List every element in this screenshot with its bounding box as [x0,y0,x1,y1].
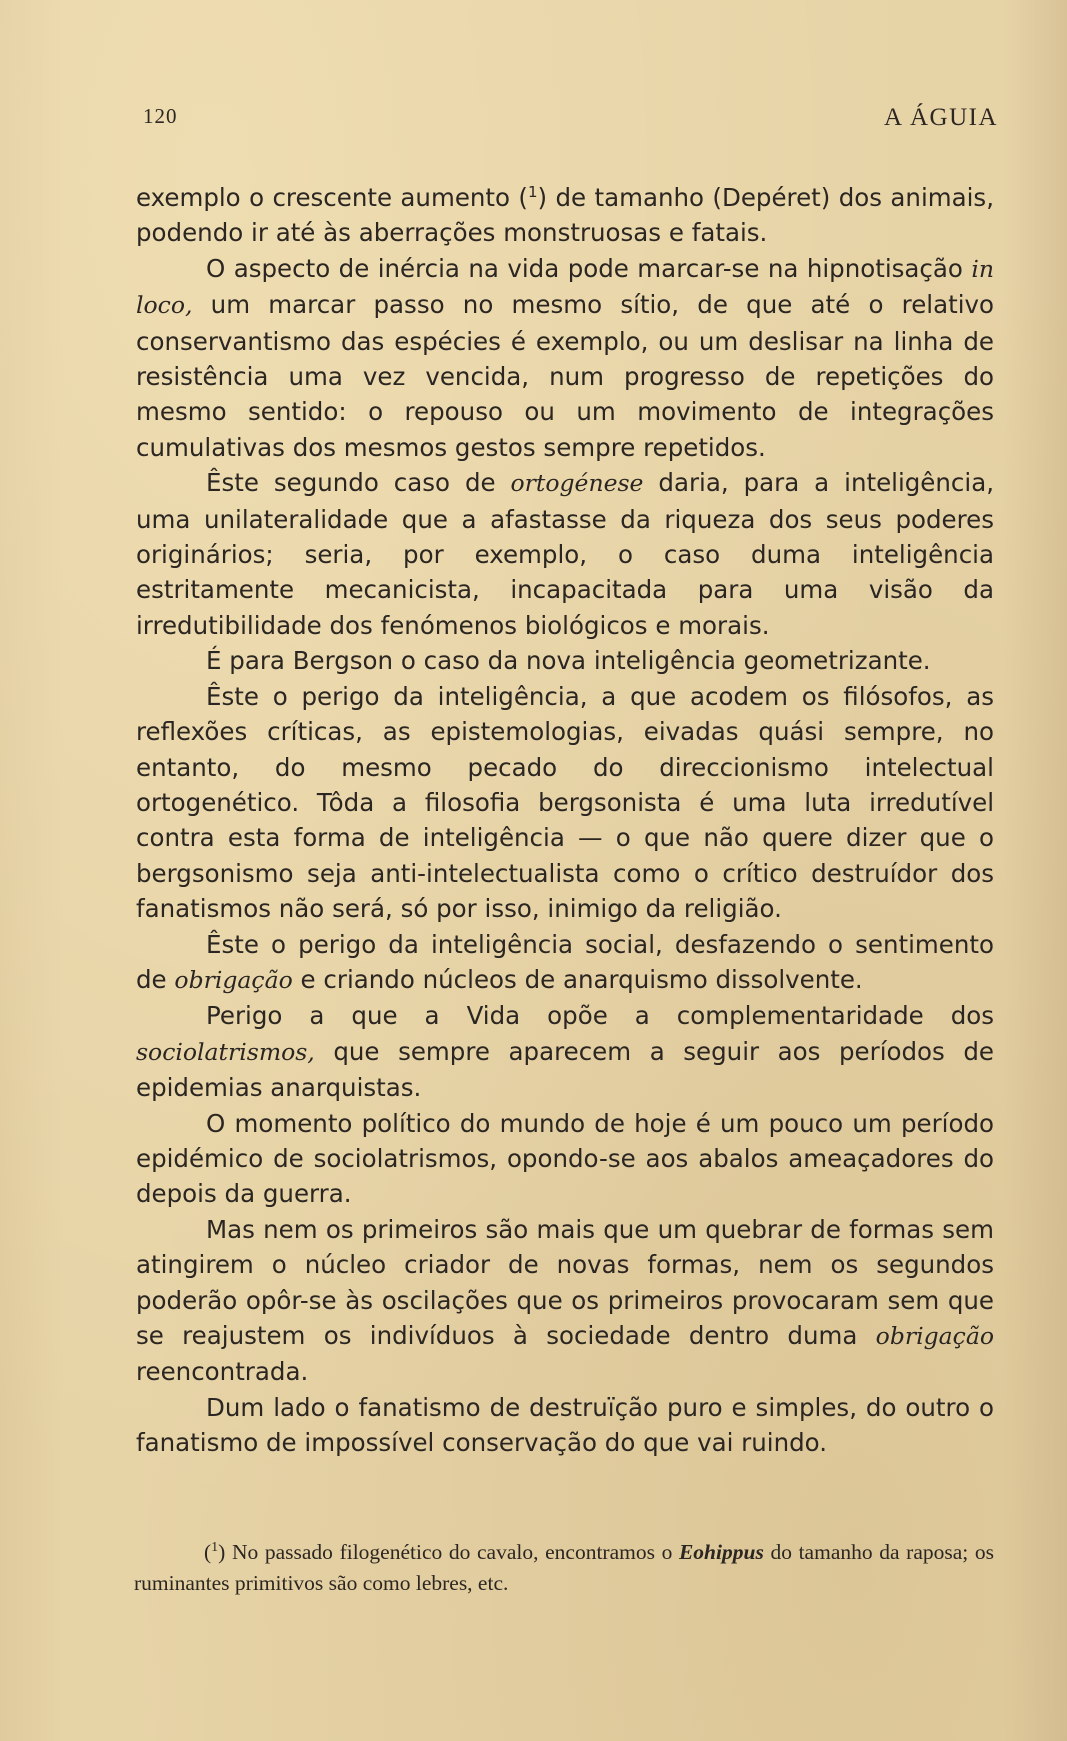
italic-term: in loco, [136,254,994,320]
text-run: ) No passado filogenético do cavalo, encontramos o [218,1540,679,1564]
paragraph [136,180,994,251]
footnote [134,1537,994,1599]
footnote-marker: 1 [527,182,538,201]
text-run: um marcar passo no mesmo sítio, de que até o relativo conservantismo das espécies é exemplo, ou um deslisar na linha de resistência uma vez vencida, num progresso de repetições do mesmo sentido: o repouso ou um movimento de integrações cumulativas dos mesmos gestos sempre repetidos. [136,290,994,462]
italic-term: obrigação [174,965,293,994]
text-run: e criando núcleos de anarquismo dissolvente. [292,964,863,994]
text-run: reencontrada. [136,1357,309,1387]
footnote-marker: 1 [211,1539,219,1555]
italic-term: Eohippus [678,1540,764,1564]
text-run: Mas nem os primeiros são mais que um quebrar de formas sem atingirem o núcleo criador de novas formas, nem os segundos poderão opôr-se às oscilações que os primeiros provocaram sem que se reajustem os indivíduos à sociedade dentro duma [136,1214,994,1350]
running-title: A ÁGUIA [884,104,998,131]
text-run: Êste o perigo da inteligência social, desfazendo o sentimento de [136,929,994,994]
text-run: Êste segundo caso de [206,468,511,498]
text-run: É para Bergson o caso da nova inteligência geometrizante. [206,646,931,676]
paragraph [136,1390,994,1461]
paragraph [136,643,994,678]
paragraph [136,998,994,1105]
text-run: que sempre aparecem a seguir aos períodos de epidemias anarquistas. [136,1036,994,1103]
paragraph [136,927,994,999]
text-run: exemplo o crescente aumento ( [136,183,528,212]
paragraph [136,1212,994,1390]
text-run: O aspecto de inércia na vida pode marcar-se na hipnotisação [206,253,972,283]
italic-term: obrigação [875,1322,994,1350]
paragraph [136,1106,994,1212]
text-run: Dum lado o fanatismo de destruïção puro e simples, do outro o fanatismo de impossível conservação do que vai ruindo. [136,1392,994,1458]
text-run: daria, para a inteligência, uma unilateralidade que a afastasse da riqueza dos seus poderes originários; seria, por exemplo, o caso duma inteligência estritamente mecanicista, incapacitada para uma visão da irredutibilidade dos fenómenos biológicos e morais. [136,468,994,640]
paragraph [136,251,994,465]
text-run: ) de tamanho (Depéret) dos animais, podendo ir até às aberrações monstruosas e fatais. [136,183,994,248]
text-run: ( [204,1540,212,1564]
italic-term: ortogénese [510,469,644,498]
paragraph [136,465,994,643]
page-number: 120 [143,104,178,128]
italic-term: sociolatrismos, [136,1037,315,1066]
body-text [136,180,994,1461]
footnotes [134,1537,994,1599]
text-run: Perigo a que a Vida opõe a complementaridade dos [206,1001,994,1031]
page-header [143,104,998,134]
text-run: O momento político do mundo de hoje é um pouco um período epidémico de sociolatrismos, opondo-se aos abalos ameaçadores do depois da guerra. [136,1108,994,1209]
paragraph [136,679,994,927]
text-run: Êste o perigo da inteligência, a que acodem os filósofos, as reflexões críticas, as epistemologias, eivadas quási sempre, no entanto, do mesmo pecado do direccionismo intelectual ortogenético. Tôda a filosofia bergsonista é uma luta irredutível contra esta forma de inteligência — o que não quere dizer que o bergsonismo seja anti-intelectualista como o crítico destruídor dos fanatismos não será, só por isso, inimigo da religião. [136,681,994,924]
text-run: do tamanho da raposa; os ruminantes primitivos são como lebres, etc. [134,1540,994,1595]
